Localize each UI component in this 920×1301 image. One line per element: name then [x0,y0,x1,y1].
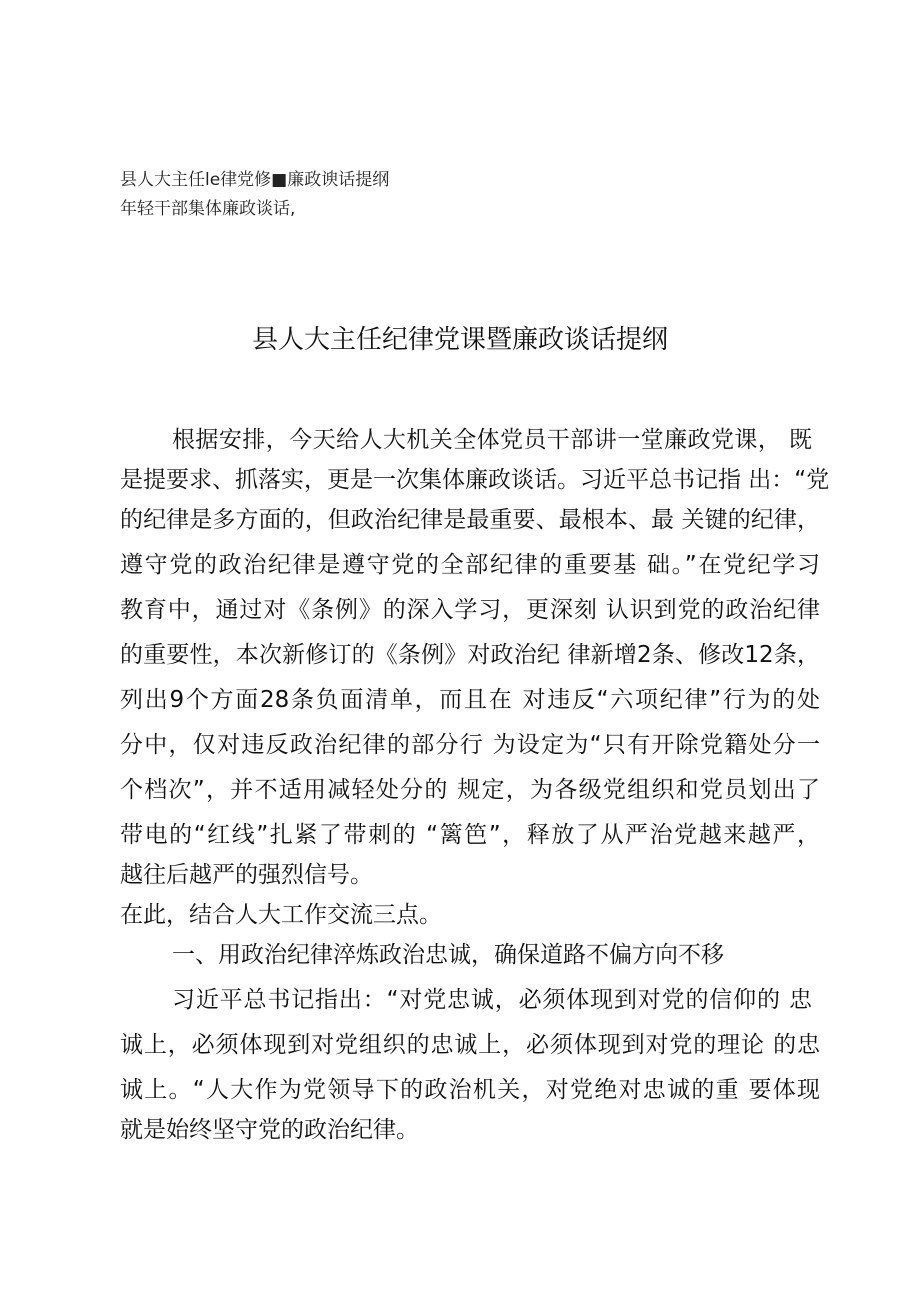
body-line-8: 分中，仅对违反政治纪律的部分行 为设定为“只有开除党籍处分一 [120,732,820,758]
header-line-2: 年轻干部集体廉政谈话, [120,199,296,219]
body-line-16: 诚上。“人大作为党领导下的政治机关，对党绝对忠诚的重 要体现 [120,1077,820,1103]
body-line-11: 越往后越严的强烈信号。 [120,862,373,888]
body-line-10: 带电的“红线”扎紧了带刺的 “篱笆”，释放了从严治党越来越严， [120,822,820,848]
body-line-6: 的重要性，本次新修订的《条例》对政治纪 律新增2条、修改12条， [120,642,820,668]
body-line-7: 列出9个方面28条负面清单，而且在 对违反“六项纪律”行为的处 [120,687,820,713]
document-title: 县人大主任纪律党课暨廉政谈话提纲 [251,325,668,355]
body-line-12: 在此，结合人大工作交流三点。 [120,902,442,928]
body-line-4: 遵守党的政治纪律是遵守党的全部纪律的重要基 础。”在党纪学习 [120,552,820,578]
body-line-2: 是提要求、抓落实，更是一次集体廉政谈话。习近平总书记指 出：“党 [120,467,830,493]
body-line-15: 诚上，必须体现到对党组织的忠诚上，必须体现到对党的理论 的忠 [120,1032,820,1058]
section-heading-1: 一、用政治纪律淬炼政治忠诚，确保道路不偏方向不移 [172,942,724,968]
header-line-1: 县人大主任le律党修■廉政谀话提纲 [120,170,390,190]
body-line-1: 根据安排，今天给人大机关全体党员干部讲一堂廉政党课， 既 [172,427,812,453]
body-line-14: 习近平总书记指出：“对党忠诚，必须体现到对党的信仰的 忠 [172,987,812,1013]
body-line-9: 个档次”，并不适用减轻处分的 规定，为各级党组织和党员划出了 [120,777,820,803]
body-line-17: 就是始终坚守党的政治纪律。 [120,1117,419,1143]
body-line-3: 的纪律是多方面的，但政治纪律是最重要、最根本、最 关键的纪律， [120,507,820,533]
body-line-5: 教育中，通过对《条例》的深入学习，更深刻 认识到党的政治纪律 [120,597,820,623]
